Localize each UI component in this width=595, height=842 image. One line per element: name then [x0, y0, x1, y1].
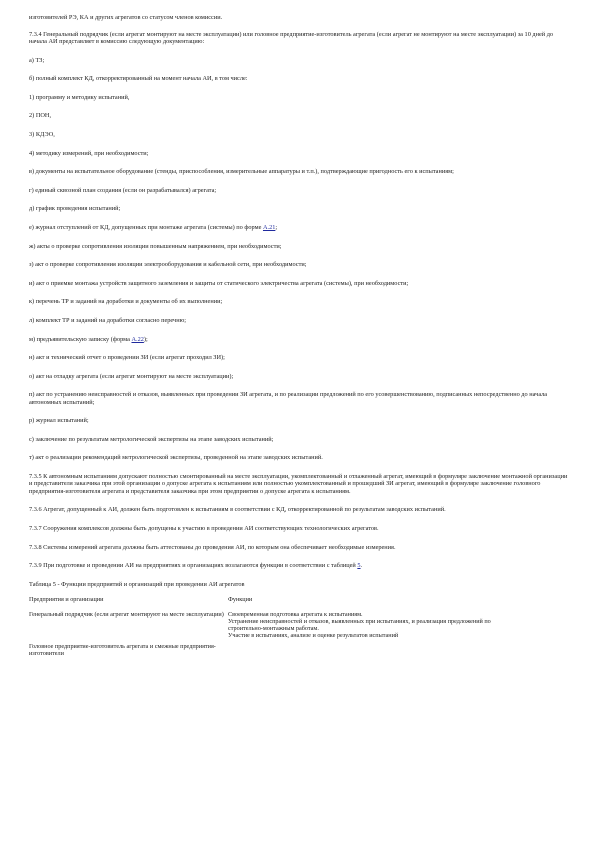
paragraph-7-3-5: 7.3.5 К автономным испытаниям допускают полностью смонтированный на месте эксплуатации, укомплектованный и отлаженный агрегат, имеющий в формуляре заключение монтажной организации и представителя заказчика при этой организации о допуске агрегата к испытаниям или полностью укомплектованный и прошедший ЗИ агрегат, имеющий в формуляре заключение головного предприятия-изготовителя агрегата и представителя заказчика при этом предприятии о допуске агрегата к испытаниям.	[29, 473, 568, 495]
list-item-k: к) перечень ТР и заданий на доработки и документы об их выполнении;	[29, 298, 223, 306]
list-item-g: г) единый сквозной план создания (если он разрабатывался) агрегата;	[29, 186, 217, 194]
table-header-row	[29, 596, 507, 610]
paragraph-7-3-9	[29, 562, 569, 569]
list-item-i: и) акт о приемке монтажа устройств защитного заземления и защиты от статического электричества агрегата (системы), при необходимости;	[29, 279, 409, 287]
list-item-m-suffix: );	[143, 335, 148, 343]
table-row	[29, 643, 507, 661]
table-row	[29, 611, 507, 643]
list-item-b2: 2) ПОН,	[29, 112, 52, 120]
paragraph-7-3-6: 7.3.6 Агрегат, допущенный к АИ, должен быть подготовлен к испытаниям в соответствии с КД, откорректированной по результатам заводских испытаний.	[29, 506, 446, 514]
list-item-m	[29, 336, 569, 343]
list-item-v: в) документы на испытательное оборудование (стенды, приспособления, измерительные аппаратуры и т.п.), подтверждающие пригодность его к испытаниям;	[29, 168, 454, 176]
paragraph-continuation: изготовителей РЭ, КА и других агрегатов со статусом членов комиссии.	[29, 14, 223, 21]
form-a22-link[interactable]: А.22	[131, 335, 144, 343]
functions-table	[29, 596, 507, 660]
column-header-functions: Функции	[228, 596, 253, 604]
paragraph-7-3-4: 7.3.4 Генеральный подрядчик (если агрегат монтируют на месте эксплуатации) или головное предприятие-изготовитель агрегата (если агрегат не монтируют на месте эксплуатации) за 10 дней до начала АИ представляет в комиссию следующую документацию:	[29, 30, 554, 45]
table-cell-functions: Своевременная подготовка агрегата к испытаниям. Устранение неисправностей и отказов, выявленных при испытаниях, и реализация предложений по строительно-монтажным работам. Участие в испытаниях, анализе и оценке результатов испытаний	[228, 610, 491, 640]
list-item-zh: ж) акты о проверке сопротивления изоляции повышенным напряжением, при необходимости;	[29, 242, 282, 250]
list-item-n: н) акт и технический отчет о проведении ЗИ (если агрегат проходил ЗИ);	[29, 354, 225, 362]
form-a21-link[interactable]: А.21	[262, 223, 276, 231]
paragraph-7-3-7: 7.3.7 Сооружения комплексов должны быть допущены к участию в проведении АИ соответствующих технологических агрегатов.	[29, 525, 379, 533]
list-item-e-text: е) журнал отступлений от КД, допущенных при монтаже агрегата (системы) по форме	[29, 223, 263, 231]
paragraph-7-3-9-suffix: .	[360, 562, 363, 570]
column-header-organizations: Предприятия и организации	[29, 596, 104, 604]
list-item-a: а) ТЗ;	[29, 56, 45, 64]
list-item-s: с) заключение по результатам метрологической экспертизы на этапе заводских испытаний;	[29, 435, 274, 443]
list-item-m-text: м) предъявительскую записку (форма	[29, 335, 132, 343]
list-item-b1: 1) программу и методику испытаний,	[29, 93, 130, 101]
list-item-p: п) акт по устранению неисправностей и отказов, выявленных при проведении ЗИ агрегата, и по реализации предложений по его усовершенствованию, подписанных непосредственно до начала автономных испытаний;	[29, 391, 548, 406]
list-item-d: д) график проведения испытаний;	[29, 205, 121, 213]
list-item-o: о) акт на отладку агрегата (если агрегат монтируют на месте эксплуатации);	[29, 372, 234, 380]
paragraph-7-3-9-text: 7.3.9 При подготовке и проведении АИ на предприятиях и организациях возлагаются функции в соответствии с таблицей	[29, 562, 358, 570]
table-5-link[interactable]: 5	[357, 562, 361, 570]
list-item-z: з) акт о проверке сопротивления изоляции электрооборудования и кабельной сети, при необходимости;	[29, 261, 307, 269]
list-item-r: р) журнал испытаний;	[29, 417, 89, 425]
list-item-t: т) акт о реализации рекомендаций метрологической экспертизы, проведенной на этапе заводских испытаний.	[29, 454, 323, 462]
paragraph-7-3-8: 7.3.8 Системы измерений агрегата должны быть аттестованы до проведения АИ, по которым она обеспечивает необходимые измерения.	[29, 543, 396, 551]
table-cell-organization: Генеральный подрядчик (если агрегат монтируют на месте эксплуатации)	[29, 610, 224, 618]
list-item-l: л) комплект ТР и заданий на доработки согласно перечню;	[29, 316, 187, 324]
list-item-b: б) полный комплект КД, откорректированный на момент начала АИ, в том числе:	[29, 75, 248, 83]
list-item-b4: 4) методику измерений, при необходимости;	[29, 149, 149, 157]
list-item-e	[29, 224, 569, 231]
table-cell-functions	[228, 643, 507, 661]
table-cell-organization: Головное предприятие-изготовитель агрегата и смежные предприятия-изготовители	[29, 642, 216, 658]
list-item-e-suffix: ;	[275, 223, 278, 231]
table-caption: Таблица 5 - Функции предприятий и организаций при проведении АИ агрегатов	[29, 580, 245, 588]
document-page	[29, 14, 569, 660]
list-item-b3: 3) КДЭО,	[29, 130, 55, 138]
